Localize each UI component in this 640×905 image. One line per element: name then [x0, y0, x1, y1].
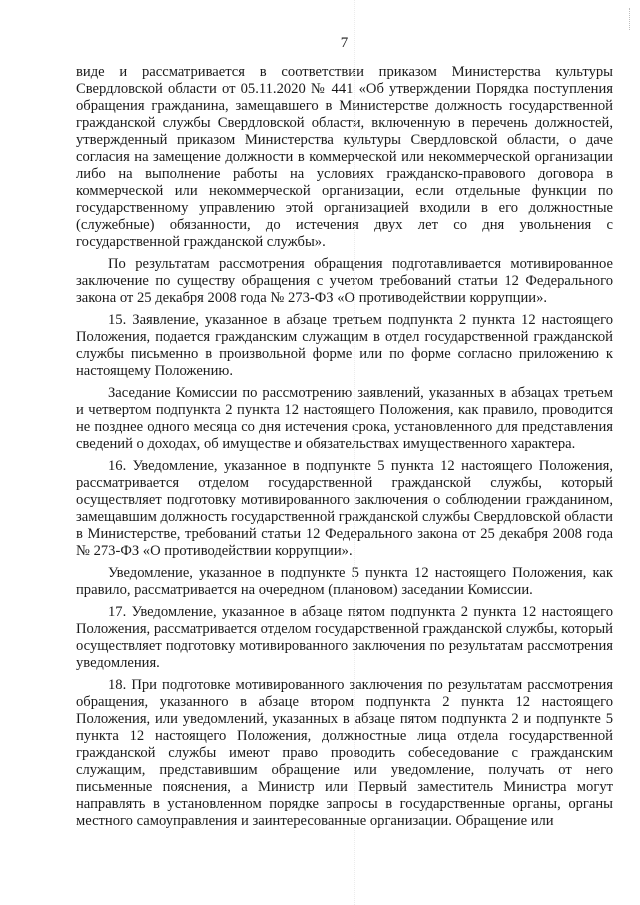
- paragraph-notification-review: Уведомление, указанное в подпункте 5 пункта 12 настоящего Положения, как правило, рассматривается на очередном (плановом) заседании Комиссии.: [76, 565, 613, 598]
- paragraph-conclusion: По результатам рассмотрения обращения подготавливается мотивированное заключение по существу обращения с учетом требований статьи 12 Федерального закона от 25 декабря 2008 года № 273-ФЗ «О противодействии коррупции».: [76, 256, 613, 306]
- scan-fold-line: [354, 0, 355, 905]
- paragraph-item-15: 15. Заявление, указанное в абзаце третьем подпункта 2 пункта 12 настоящего Положения, подается гражданским служащим в отдел государственной гражданской службы письменно в произвольной форме или по форме согласно приложению к настоящему Положению.: [76, 312, 613, 379]
- paragraph-item-18: 18. При подготовке мотивированного заключения по результатам рассмотрения обращения, указанного в абзаце втором подпункта 2 пункта 12 настоящего Положения, или уведомлений, указанных в абзаце пятом подпункта 2 и подпункте 5 пункта 12 настоящего Положения, должностные лица отдела государственной гражданской службы имеют право проводить собеседование с гражданским служащим, представившим обращение или уведомление, получать от него письменные пояснения, а Министр или Первый заместитель Министра могут направлять в установленном порядке запросы в государственные органы, органы местного самоуправления и заинтересованные организации. Обращение или: [76, 677, 613, 829]
- page-number: 7: [340, 35, 349, 51]
- document-body: [76, 64, 613, 830]
- paragraph-item-17: 17. Уведомление, указанное в абзаце пятом подпункта 2 пункта 12 настоящего Положения, рассматривается отделом государственной гражданской службы, который осуществляет подготовку мотивированного заключения по результатам рассмотрения уведомления.: [76, 604, 613, 671]
- scan-edge-mark: [621, 8, 630, 30]
- paragraph-item-16: 16. Уведомление, указанное в подпункте 5 пункта 12 настоящего Положения, рассматривается отделом государственной гражданской службы, который осуществляет подготовку мотивированного заключения о соблюдении гражданином, замещавшим должность государственной гражданской службы Свердловской области в Министерстве, требований статьи 12 Федерального закона от 25 декабря 2008 года № 273-ФЗ «О противодействии коррупции».: [76, 458, 613, 559]
- paragraph-commission-meeting: Заседание Комиссии по рассмотрению заявлений, указанных в абзацах третьем и четвертом подпункта 2 пункта 12 настоящего Положения, как правило, проводится не позднее одного месяца со дня истечения срока, установленного для представления сведений о доходах, об имуществе и обязательствах имущественного характера.: [76, 385, 613, 452]
- paragraph-continuation: виде и рассматривается в соответствии приказом Министерства культуры Свердловской области от 05.11.2020 № 441 «Об утверждении Порядка поступления обращения гражданина, замещавшего в Министерстве должность государственной гражданской службы Свердловской области, включенную в перечень должностей, утвержденный приказом Министерства культуры Свердловской области, о даче согласия на замещение должности в коммерческой или некоммерческой организации либо на выполнение работы на условиях гражданско-правового договора в коммерческой или некоммерческой организации, если отдельные функции по государственному управлению этой организацией входили в его должностные (служебные) обязанности, до истечения двух лет со дня увольнения с государственной гражданской службы».: [76, 64, 613, 250]
